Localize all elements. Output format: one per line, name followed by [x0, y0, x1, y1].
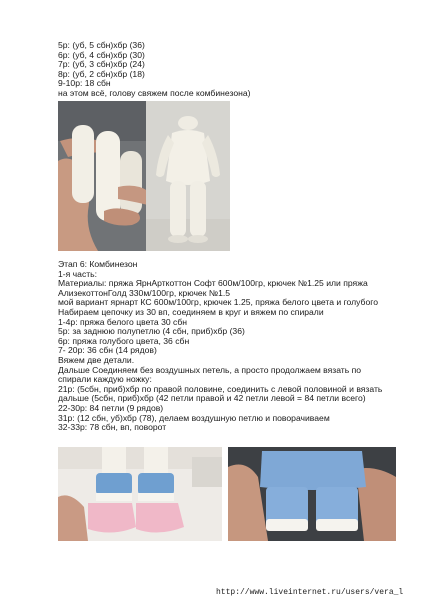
pattern-row: 21р: (5сбн, приб)хбр по правой половине, соединить с левой половиной и вязать	[58, 383, 383, 394]
pattern-row: 8р: (уб, 2 сбн)хбр (18)	[58, 68, 145, 79]
pattern-row: 7р: (уб, 3 сбн)хбр (24)	[58, 59, 145, 70]
pants-illustration	[228, 447, 396, 541]
pattern-row: 22-30р: 84 петли (9 рядов)	[58, 402, 164, 413]
materials-line: Материалы: пряжа ЯрнАрткоттон Софт 600м/100гр, крючек №1.25 или пряжа	[58, 278, 368, 289]
pattern-row: 6р: (уб, 4 сбн)хбр (30)	[58, 49, 145, 60]
pattern-jumpsuit-section	[58, 260, 382, 433]
pattern-row: 32-33р: 78 сбн, вп, поворот	[58, 422, 167, 433]
photo-crochet-hands	[58, 101, 150, 251]
materials-line: АлизекоттонГолд 330м/100гр, крючек №1.5	[58, 287, 231, 298]
pattern-row: 6р: пряжа голубого цвета, 36 сбн	[58, 335, 190, 346]
photo-doll-legs-shoes	[58, 447, 222, 541]
pattern-rows-head	[58, 41, 251, 99]
pattern-row: 31р: (12 сбн, уб)хбр (78), делаем воздушную петлю и поворачиваем	[58, 412, 330, 423]
pattern-row: Вяжем две детали.	[58, 354, 135, 365]
section-heading: Этап 6: Комбинезон	[58, 259, 138, 269]
pattern-row: Набираем цепочку из 30 вп, соединяем в круг и вяжем по спирали	[58, 306, 324, 317]
part-heading: 1-я часть:	[58, 268, 98, 279]
pattern-row: 5р: за заднюю полупетлю (4 сбн, приб)хбр (36)	[58, 326, 245, 337]
photo-doll-body	[146, 101, 230, 251]
source-url[interactable]: http://www.liveinternet.ru/users/vera_l	[216, 588, 404, 597]
legs-shoes-illustration	[58, 447, 222, 541]
pattern-row: 9-10р: 18 сбн	[58, 78, 111, 89]
pattern-row: 7- 20р: 36 сбн (14 рядов)	[58, 345, 157, 356]
doll-body-illustration	[146, 101, 230, 251]
hands-illustration	[58, 101, 150, 251]
pattern-row: дальше (5сбн, приб)хбр (42 петли правой и 42 петли левой = 84 петли всего)	[58, 393, 366, 404]
pattern-row: на этом всё, голову свяжем после комбинезона)	[58, 87, 251, 98]
pattern-row: Дальше Соединяем без воздушных петель, а просто продолжаем вязать по	[58, 364, 362, 375]
pattern-row: 5р: (уб, 5 сбн)хбр (36)	[58, 40, 145, 50]
materials-line: мой вариант ярнарт КС 600м/100гр, крючек 1.25, пряжа белого цвета и голубого	[58, 297, 378, 308]
pattern-row: 1-4р: пряжа белого цвета 30 сбн	[58, 316, 188, 327]
photo-crochet-pants	[228, 447, 396, 541]
pattern-row: спирали каждую ножку:	[58, 374, 152, 385]
